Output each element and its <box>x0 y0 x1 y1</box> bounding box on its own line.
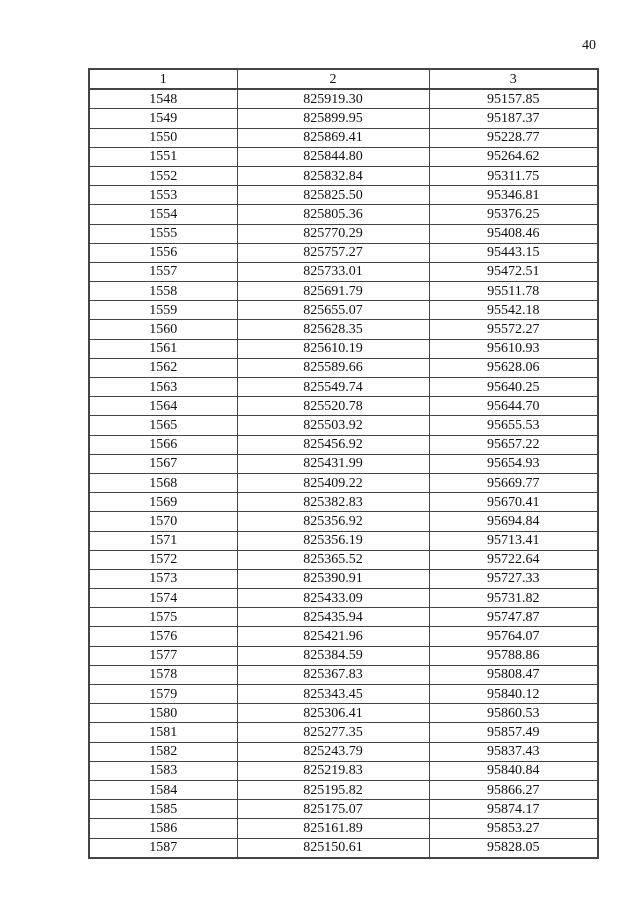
table-row <box>89 109 598 128</box>
point-number-cell: 1554 <box>89 205 237 224</box>
x-coordinate-cell: 825384.59 <box>237 646 429 665</box>
table-row <box>89 262 598 281</box>
x-coordinate-cell: 825610.19 <box>237 339 429 358</box>
y-coordinate-cell: 95628.06 <box>429 358 598 377</box>
y-coordinate-cell: 95860.53 <box>429 704 598 723</box>
x-coordinate-cell: 825520.78 <box>237 397 429 416</box>
x-coordinate-cell: 825805.36 <box>237 205 429 224</box>
point-number-cell: 1572 <box>89 550 237 569</box>
y-coordinate-cell: 95828.05 <box>429 838 598 858</box>
y-coordinate-cell: 95542.18 <box>429 301 598 320</box>
y-coordinate-cell: 95572.27 <box>429 320 598 339</box>
x-coordinate-cell: 825356.92 <box>237 512 429 531</box>
table-row <box>89 665 598 684</box>
table-row <box>89 282 598 301</box>
point-number-cell: 1561 <box>89 339 237 358</box>
x-coordinate-cell: 825277.35 <box>237 723 429 742</box>
point-number-cell: 1573 <box>89 569 237 588</box>
point-number-cell: 1576 <box>89 627 237 646</box>
point-number-cell: 1556 <box>89 243 237 262</box>
point-number-cell: 1575 <box>89 608 237 627</box>
y-coordinate-cell: 95837.43 <box>429 742 598 761</box>
table-row <box>89 723 598 742</box>
point-number-cell: 1583 <box>89 761 237 780</box>
y-coordinate-cell: 95655.53 <box>429 416 598 435</box>
x-coordinate-cell: 825382.83 <box>237 493 429 512</box>
table-row <box>89 800 598 819</box>
point-number-cell: 1550 <box>89 128 237 147</box>
table-row <box>89 608 598 627</box>
table-row <box>89 186 598 205</box>
y-coordinate-cell: 95713.41 <box>429 531 598 550</box>
y-coordinate-cell: 95511.78 <box>429 282 598 301</box>
y-coordinate-cell: 95747.87 <box>429 608 598 627</box>
x-coordinate-cell: 825306.41 <box>237 704 429 723</box>
point-number-cell: 1557 <box>89 262 237 281</box>
y-coordinate-cell: 95654.93 <box>429 454 598 473</box>
x-coordinate-cell: 825589.66 <box>237 358 429 377</box>
table-row <box>89 493 598 512</box>
x-coordinate-cell: 825435.94 <box>237 608 429 627</box>
y-coordinate-cell: 95670.41 <box>429 493 598 512</box>
table-row <box>89 378 598 397</box>
page-number: 40 <box>582 38 596 53</box>
y-coordinate-cell: 95640.25 <box>429 378 598 397</box>
table-row <box>89 742 598 761</box>
point-number-cell: 1555 <box>89 224 237 243</box>
x-coordinate-cell: 825356.19 <box>237 531 429 550</box>
y-coordinate-cell: 95228.77 <box>429 128 598 147</box>
point-number-cell: 1553 <box>89 186 237 205</box>
x-coordinate-cell: 825195.82 <box>237 780 429 799</box>
table-row <box>89 320 598 339</box>
x-coordinate-cell: 825757.27 <box>237 243 429 262</box>
x-coordinate-cell: 825691.79 <box>237 282 429 301</box>
point-number-cell: 1578 <box>89 665 237 684</box>
x-coordinate-cell: 825431.99 <box>237 454 429 473</box>
table-row <box>89 243 598 262</box>
y-coordinate-cell: 95657.22 <box>429 435 598 454</box>
table-row <box>89 89 598 109</box>
table-row <box>89 761 598 780</box>
table-row <box>89 627 598 646</box>
x-coordinate-cell: 825733.01 <box>237 262 429 281</box>
point-number-cell: 1580 <box>89 704 237 723</box>
column-header-1: 1 <box>89 69 237 89</box>
x-coordinate-cell: 825175.07 <box>237 800 429 819</box>
x-coordinate-cell: 825844.80 <box>237 147 429 166</box>
point-number-cell: 1585 <box>89 800 237 819</box>
y-coordinate-cell: 95157.85 <box>429 89 598 109</box>
point-number-cell: 1565 <box>89 416 237 435</box>
point-number-cell: 1581 <box>89 723 237 742</box>
coordinates-table <box>88 68 599 859</box>
point-number-cell: 1586 <box>89 819 237 838</box>
x-coordinate-cell: 825161.89 <box>237 819 429 838</box>
x-coordinate-cell: 825832.84 <box>237 166 429 185</box>
point-number-cell: 1562 <box>89 358 237 377</box>
table-row <box>89 569 598 588</box>
point-number-cell: 1568 <box>89 473 237 492</box>
table-row <box>89 704 598 723</box>
y-coordinate-cell: 95866.27 <box>429 780 598 799</box>
x-coordinate-cell: 825869.41 <box>237 128 429 147</box>
y-coordinate-cell: 95731.82 <box>429 589 598 608</box>
y-coordinate-cell: 95644.70 <box>429 397 598 416</box>
point-number-cell: 1549 <box>89 109 237 128</box>
table-row <box>89 435 598 454</box>
y-coordinate-cell: 95840.84 <box>429 761 598 780</box>
y-coordinate-cell: 95853.27 <box>429 819 598 838</box>
x-coordinate-cell: 825433.09 <box>237 589 429 608</box>
x-coordinate-cell: 825365.52 <box>237 550 429 569</box>
x-coordinate-cell: 825899.95 <box>237 109 429 128</box>
table-body <box>89 89 598 858</box>
x-coordinate-cell: 825390.91 <box>237 569 429 588</box>
point-number-cell: 1577 <box>89 646 237 665</box>
point-number-cell: 1574 <box>89 589 237 608</box>
table-row <box>89 224 598 243</box>
point-number-cell: 1570 <box>89 512 237 531</box>
y-coordinate-cell: 95694.84 <box>429 512 598 531</box>
x-coordinate-cell: 825219.83 <box>237 761 429 780</box>
column-header-3: 3 <box>429 69 598 89</box>
point-number-cell: 1569 <box>89 493 237 512</box>
point-number-cell: 1567 <box>89 454 237 473</box>
y-coordinate-cell: 95187.37 <box>429 109 598 128</box>
x-coordinate-cell: 825367.83 <box>237 665 429 684</box>
table-row <box>89 550 598 569</box>
point-number-cell: 1566 <box>89 435 237 454</box>
x-coordinate-cell: 825628.35 <box>237 320 429 339</box>
point-number-cell: 1584 <box>89 780 237 799</box>
table-header-row <box>89 69 598 89</box>
y-coordinate-cell: 95669.77 <box>429 473 598 492</box>
point-number-cell: 1563 <box>89 378 237 397</box>
x-coordinate-cell: 825825.50 <box>237 186 429 205</box>
table-row <box>89 205 598 224</box>
point-number-cell: 1560 <box>89 320 237 339</box>
x-coordinate-cell: 825150.61 <box>237 838 429 858</box>
y-coordinate-cell: 95346.81 <box>429 186 598 205</box>
y-coordinate-cell: 95264.62 <box>429 147 598 166</box>
y-coordinate-cell: 95376.25 <box>429 205 598 224</box>
table-row <box>89 147 598 166</box>
y-coordinate-cell: 95722.64 <box>429 550 598 569</box>
x-coordinate-cell: 825421.96 <box>237 627 429 646</box>
table-row <box>89 838 598 858</box>
table-row <box>89 819 598 838</box>
table-row <box>89 780 598 799</box>
x-coordinate-cell: 825549.74 <box>237 378 429 397</box>
table-row <box>89 589 598 608</box>
table-row <box>89 512 598 531</box>
table-row <box>89 339 598 358</box>
point-number-cell: 1582 <box>89 742 237 761</box>
table-row <box>89 301 598 320</box>
table-row <box>89 358 598 377</box>
point-number-cell: 1551 <box>89 147 237 166</box>
table-row <box>89 166 598 185</box>
y-coordinate-cell: 95443.15 <box>429 243 598 262</box>
x-coordinate-cell: 825456.92 <box>237 435 429 454</box>
table-row <box>89 397 598 416</box>
y-coordinate-cell: 95727.33 <box>429 569 598 588</box>
table-row <box>89 454 598 473</box>
x-coordinate-cell: 825343.45 <box>237 685 429 704</box>
x-coordinate-cell: 825919.30 <box>237 89 429 109</box>
y-coordinate-cell: 95857.49 <box>429 723 598 742</box>
point-number-cell: 1548 <box>89 89 237 109</box>
x-coordinate-cell: 825409.22 <box>237 473 429 492</box>
table-row <box>89 128 598 147</box>
y-coordinate-cell: 95874.17 <box>429 800 598 819</box>
y-coordinate-cell: 95788.86 <box>429 646 598 665</box>
point-number-cell: 1571 <box>89 531 237 550</box>
y-coordinate-cell: 95408.46 <box>429 224 598 243</box>
y-coordinate-cell: 95808.47 <box>429 665 598 684</box>
column-header-2: 2 <box>237 69 429 89</box>
point-number-cell: 1579 <box>89 685 237 704</box>
table-row <box>89 685 598 704</box>
point-number-cell: 1552 <box>89 166 237 185</box>
x-coordinate-cell: 825655.07 <box>237 301 429 320</box>
y-coordinate-cell: 95472.51 <box>429 262 598 281</box>
x-coordinate-cell: 825503.92 <box>237 416 429 435</box>
point-number-cell: 1558 <box>89 282 237 301</box>
table-row <box>89 473 598 492</box>
point-number-cell: 1587 <box>89 838 237 858</box>
table-row <box>89 416 598 435</box>
y-coordinate-cell: 95764.07 <box>429 627 598 646</box>
x-coordinate-cell: 825770.29 <box>237 224 429 243</box>
point-number-cell: 1559 <box>89 301 237 320</box>
table-row <box>89 646 598 665</box>
x-coordinate-cell: 825243.79 <box>237 742 429 761</box>
point-number-cell: 1564 <box>89 397 237 416</box>
y-coordinate-cell: 95840.12 <box>429 685 598 704</box>
y-coordinate-cell: 95610.93 <box>429 339 598 358</box>
table-row <box>89 531 598 550</box>
y-coordinate-cell: 95311.75 <box>429 166 598 185</box>
